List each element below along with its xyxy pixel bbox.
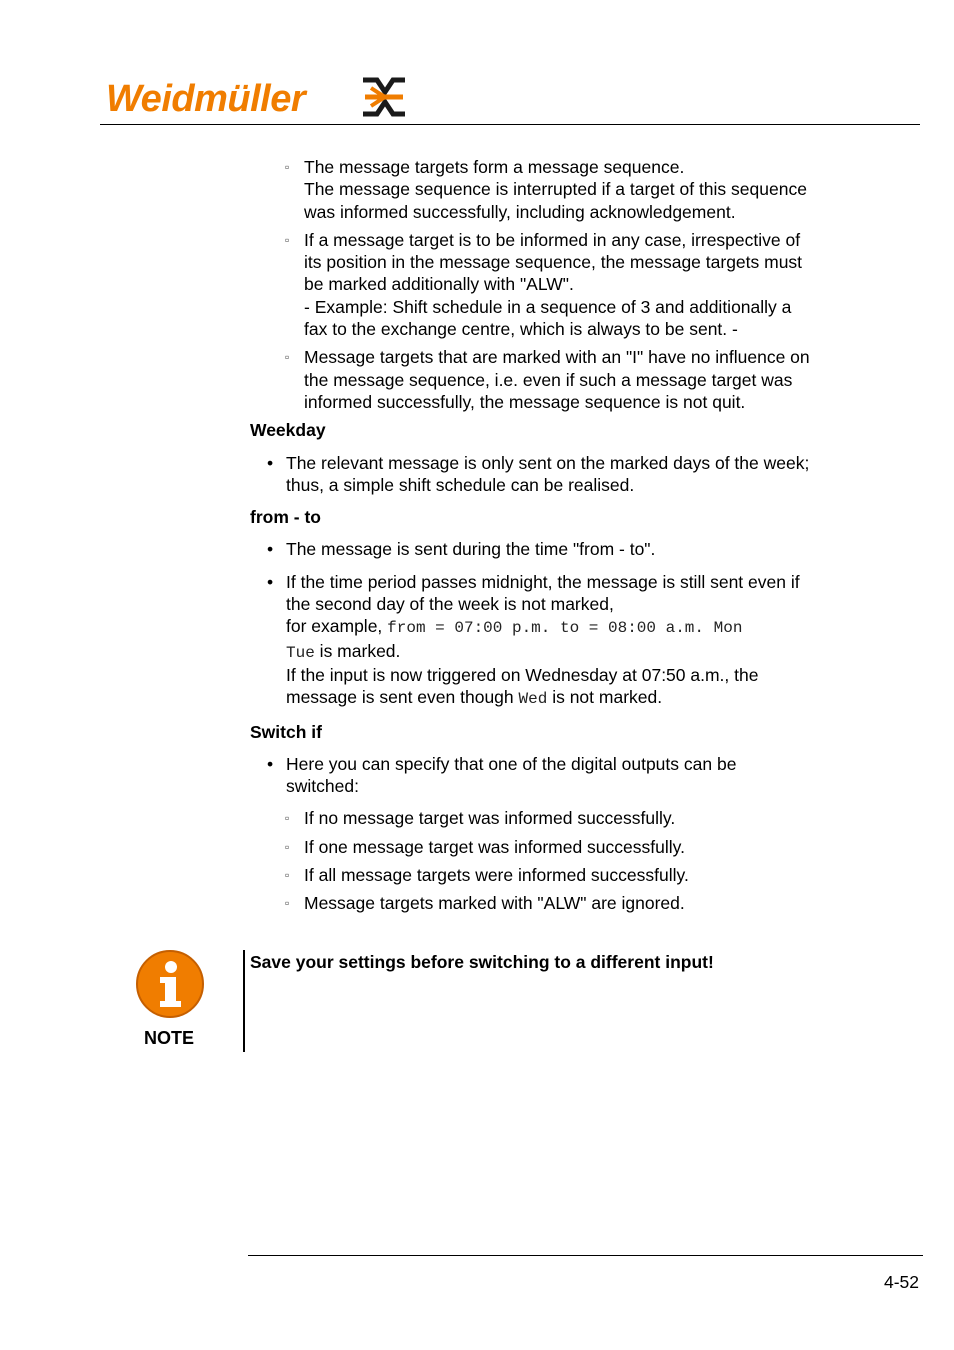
note-text: Save your settings before switching to a different input! xyxy=(250,952,714,972)
sub-bullet-marker: ▫ xyxy=(285,160,290,174)
note-divider xyxy=(243,950,245,1052)
list-item: ▫ If all message targets were informed successfully. xyxy=(285,865,689,886)
list-item: ▫ If a message target is to be informed in any case, irrespective of its position in the message sequence, the message targets must be marked additionally with "ALW". - Example: Shift schedule in a sequence of 3 and additionally a fax to the exchange centre, which is always to be sent. - xyxy=(285,229,803,340)
page-number: 4-52 xyxy=(884,1272,920,1292)
section-heading-weekday: Weekday xyxy=(250,420,326,441)
list-item: ▫ Message targets marked with "ALW" are ignored. xyxy=(285,893,685,914)
code-time-range: from = 07:00 p.m. to = 08:00 a.m. Mon xyxy=(387,619,743,638)
logo-cross-icon xyxy=(361,76,407,118)
list-item: ▫ The message targets form a message sequence. The message sequence is interrupted if a target of this sequence was informed successfully, including acknowledgement. xyxy=(285,157,807,222)
sub-bullet-marker: ▫ xyxy=(285,839,290,854)
logo-wordmark: Weidmüller xyxy=(106,78,306,120)
sub-bullet-marker: ▫ xyxy=(285,232,290,247)
sub-bullet-marker: ▫ xyxy=(285,868,290,883)
note-label: NOTE xyxy=(144,1028,195,1048)
bullet-marker: • xyxy=(267,753,274,774)
main-content xyxy=(250,156,870,921)
list-item: ▫ If no message target was informed successfully. xyxy=(285,808,676,829)
info-icon xyxy=(135,949,205,1019)
section-heading-switch-if: Switch if xyxy=(250,721,322,742)
code-day: Tue xyxy=(286,643,315,662)
sub-bullet-marker: ▫ xyxy=(285,350,290,365)
bullet-marker: • xyxy=(267,571,274,592)
bullet-marker: • xyxy=(267,539,274,560)
header-divider xyxy=(100,124,920,125)
list-item: ▫ Message targets that are marked with an "I" have no influence on the message sequence, i.e. even if such a message target was informed successfully, the message sequence is not quit. xyxy=(285,347,810,412)
list-item: • The relevant message is only sent on the marked days of the week; thus, a simple shift schedule can be realised. xyxy=(267,452,810,495)
list-item: • Here you can specify that one of the digital outputs can be switched: xyxy=(267,753,737,797)
list-item: • If the time period passes midnight, the message is still sent even if the second day of the week is not marked, for example, from = 07:00 p.m. to = 08:00 a.m. Mon Tue is marked. If the input is now triggered on Wednesday at 07:50 a.m., the message is sent even though Wed is not marked. xyxy=(267,571,800,709)
list-item: • The message is sent during the time "from - to". xyxy=(267,539,656,560)
sub-bullet-marker: ▫ xyxy=(285,811,290,826)
code-day: Wed xyxy=(518,690,548,709)
sub-bullet-marker: ▫ xyxy=(285,896,290,911)
list-item: ▫ If one message target was informed successfully. xyxy=(285,836,685,857)
bullet-marker: • xyxy=(267,452,274,473)
section-heading-from-to: from - to xyxy=(250,507,321,528)
footer-divider xyxy=(248,1255,923,1256)
